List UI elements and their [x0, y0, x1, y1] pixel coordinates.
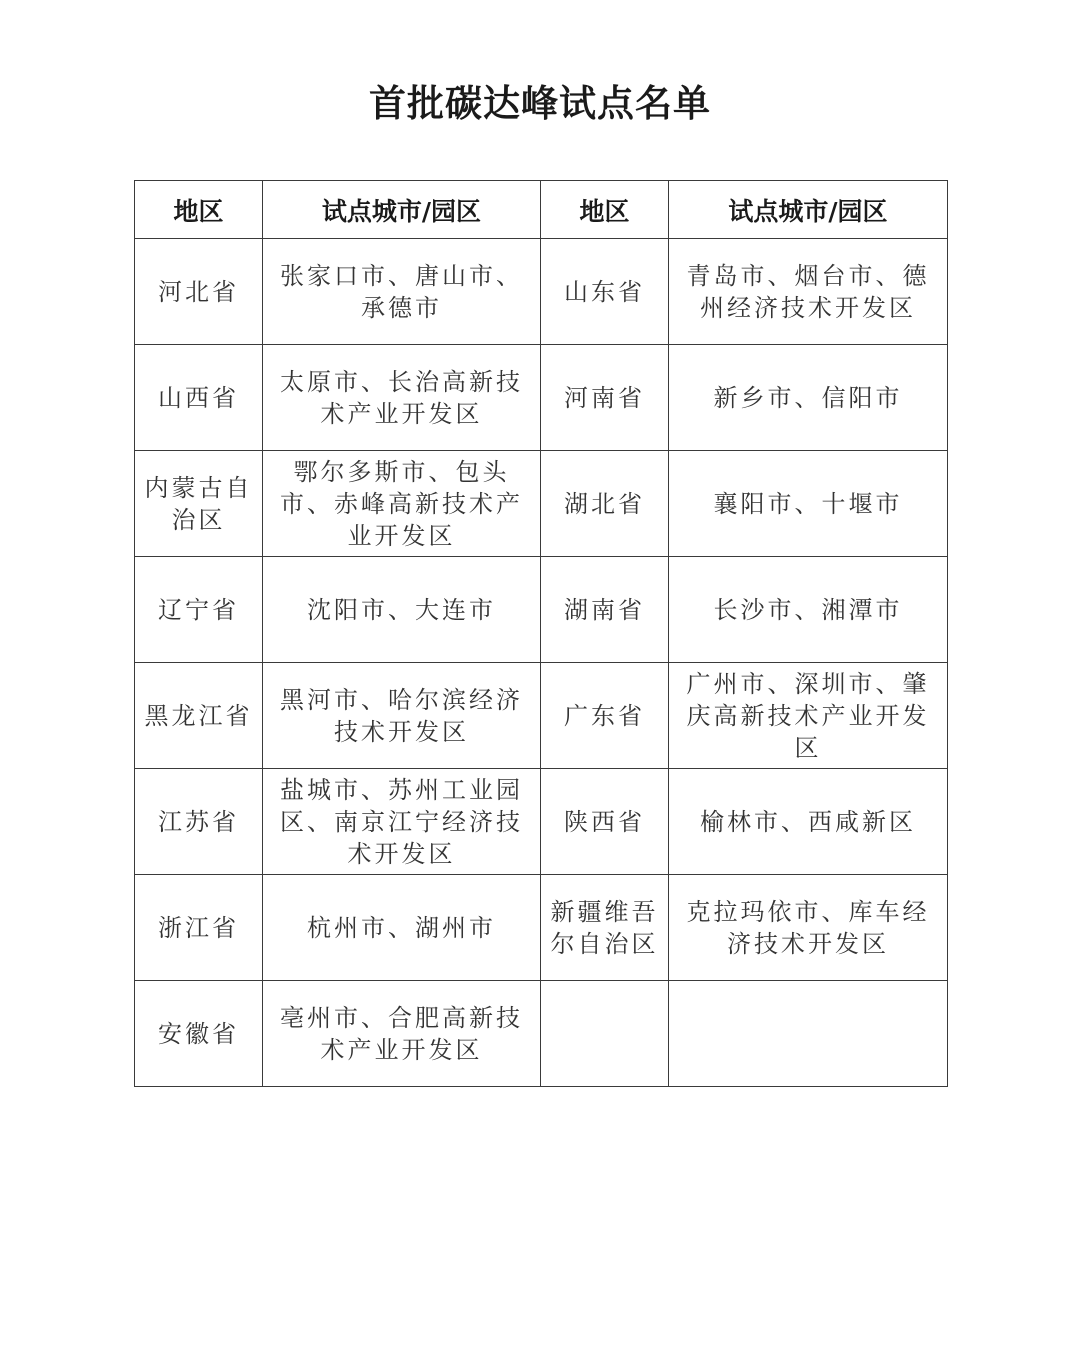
header-pilot-cities: 试点城市/园区: [669, 181, 948, 239]
region-cell: 广东省: [541, 663, 669, 769]
region-cell: 内蒙古自治区: [135, 451, 263, 557]
region-cell: 湖南省: [541, 557, 669, 663]
region-cell: 山东省: [541, 239, 669, 345]
table-header-row: [135, 181, 948, 239]
cities-cell: 沈阳市、大连市: [263, 557, 541, 663]
table-row: [135, 769, 948, 875]
cities-cell: 广州市、深圳市、肇庆高新技术产业开发区: [669, 663, 948, 769]
region-cell-empty: [541, 981, 669, 1087]
cities-cell-empty: [669, 981, 948, 1087]
region-cell: 江苏省: [135, 769, 263, 875]
cities-cell: 青岛市、烟台市、德州经济技术开发区: [669, 239, 948, 345]
region-cell: 黑龙江省: [135, 663, 263, 769]
table-row: [135, 875, 948, 981]
cities-cell: 襄阳市、十堰市: [669, 451, 948, 557]
table-row: [135, 557, 948, 663]
pilot-list-table: [134, 180, 948, 1087]
region-cell: 新疆维吾尔自治区: [541, 875, 669, 981]
page-title: 首批碳达峰试点名单: [369, 81, 711, 125]
table-row: [135, 451, 948, 557]
region-cell: 辽宁省: [135, 557, 263, 663]
cities-cell: 张家口市、唐山市、承德市: [263, 239, 541, 345]
cities-cell: 盐城市、苏州工业园区、南京江宁经济技术开发区: [263, 769, 541, 875]
cities-cell: 太原市、长治高新技术产业开发区: [263, 345, 541, 451]
cities-cell: 长沙市、湘潭市: [669, 557, 948, 663]
header-region: 地区: [541, 181, 669, 239]
cities-cell: 杭州市、湖州市: [263, 875, 541, 981]
table-row: [135, 239, 948, 345]
cities-cell: 亳州市、合肥高新技术产业开发区: [263, 981, 541, 1087]
table-row: [135, 345, 948, 451]
table-row: [135, 663, 948, 769]
region-cell: 河北省: [135, 239, 263, 345]
cities-cell: 榆林市、西咸新区: [669, 769, 948, 875]
region-cell: 河南省: [541, 345, 669, 451]
cities-cell: 鄂尔多斯市、包头市、赤峰高新技术产业开发区: [263, 451, 541, 557]
region-cell: 湖北省: [541, 451, 669, 557]
region-cell: 安徽省: [135, 981, 263, 1087]
header-region: 地区: [135, 181, 263, 239]
header-pilot-cities: 试点城市/园区: [263, 181, 541, 239]
region-cell: 山西省: [135, 345, 263, 451]
cities-cell: 克拉玛依市、库车经济技术开发区: [669, 875, 948, 981]
region-cell: 浙江省: [135, 875, 263, 981]
cities-cell: 新乡市、信阳市: [669, 345, 948, 451]
cities-cell: 黑河市、哈尔滨经济技术开发区: [263, 663, 541, 769]
region-cell: 陕西省: [541, 769, 669, 875]
table-row: [135, 981, 948, 1087]
